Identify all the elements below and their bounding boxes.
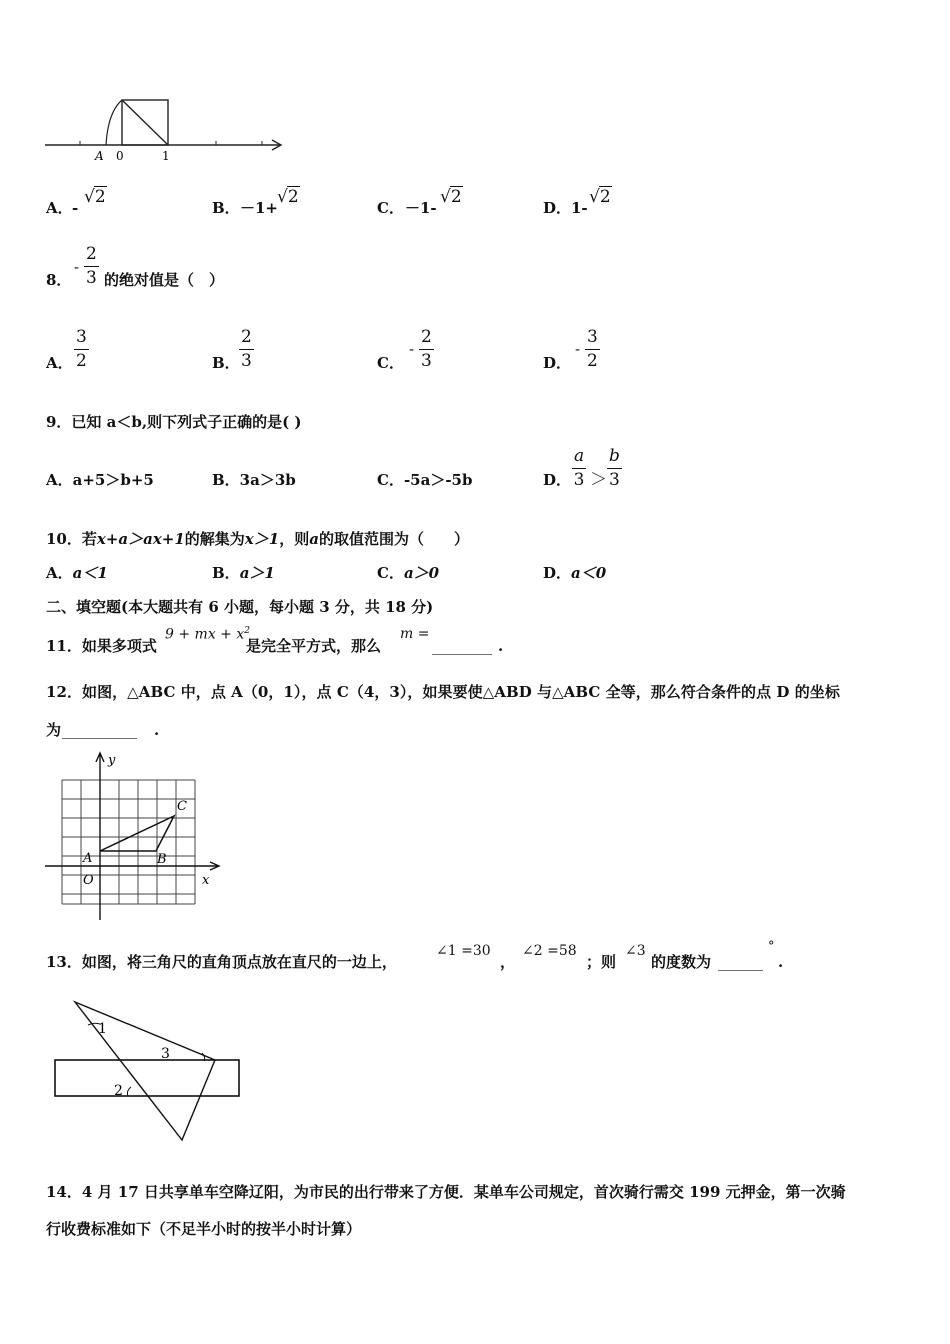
point-a-label: A bbox=[95, 149, 104, 163]
q12-line1: 12．如图，△ABC 中，点 A（0，1），点 C（4，3），如果要使△ABD 与△ABC 全等，那么符合条件的点 D 的坐标 bbox=[46, 683, 840, 701]
angle-2-arc bbox=[127, 1087, 131, 1096]
q7-option-c-prefix: －1- bbox=[405, 199, 437, 217]
q7-option-a-label[interactable]: A． bbox=[46, 199, 73, 217]
square-diagonal bbox=[122, 100, 168, 145]
q8-option-c-label[interactable]: C． bbox=[377, 354, 404, 372]
q8-option-a-fraction: $\frac{3}{2}$ bbox=[76, 327, 87, 371]
q9-option-d-gt: ＞ bbox=[590, 470, 607, 490]
origin-label: O bbox=[83, 873, 94, 888]
q7-option-b-prefix: －1+ bbox=[240, 199, 279, 217]
q14-line1: 14．4 月 17 日共享单车空降辽阳，为市民的出行带来了方便．某单车公司规定，首次骑行需交 199 元押金，第一次骑 bbox=[46, 1183, 846, 1201]
q11-prefix: 11．如果多项式 bbox=[46, 637, 157, 655]
q13-tail: 的度数为 bbox=[651, 953, 712, 971]
angle-2-label: 2 bbox=[114, 1083, 123, 1099]
q10-question: 10．若x+a＞ax+1的解集为x＞1，则a的取值范围为（ ） bbox=[46, 530, 469, 548]
q12-end: . bbox=[154, 721, 160, 739]
q9-option-d-fraction-left: $\frac{a}{3}$ bbox=[573, 446, 585, 490]
q7-option-c-sqrt: √2 bbox=[440, 187, 462, 207]
q8-option-b-label[interactable]: B． bbox=[212, 354, 240, 372]
q9-option-a[interactable]: A．a+5＞b+5 bbox=[46, 471, 154, 489]
q13-angle1: ∠1 =30 bbox=[436, 943, 491, 959]
q7-option-d-label[interactable]: D． bbox=[543, 199, 572, 217]
q12-line2-prefix: 为 bbox=[46, 721, 62, 739]
q10-option-a[interactable]: A．a＜1 bbox=[46, 564, 108, 582]
compass-arc bbox=[106, 100, 122, 145]
point-c-label: C bbox=[177, 799, 187, 814]
triangle-abc bbox=[100, 816, 174, 851]
q11-polynomial: 9 + mx + $x^2$ bbox=[165, 626, 250, 643]
ruler-triangle-figure bbox=[48, 995, 248, 1145]
q13-angle2: ∠2 =58 bbox=[522, 943, 577, 959]
q8-option-a-label[interactable]: A． bbox=[46, 354, 73, 372]
zero-label: 0 bbox=[116, 149, 124, 163]
q10-option-b[interactable]: B．a＞1 bbox=[212, 564, 275, 582]
q13-sep2: ；则 bbox=[586, 953, 617, 971]
q8-option-d-fraction: $\frac{3}{2}$ bbox=[587, 327, 598, 371]
set-square bbox=[75, 1002, 215, 1140]
q8-minus: - bbox=[74, 258, 80, 276]
q10-option-d[interactable]: D．a＜0 bbox=[543, 564, 607, 582]
q7-option-b-label[interactable]: B． bbox=[212, 199, 240, 217]
ruler bbox=[55, 1060, 239, 1096]
q13-blank[interactable]: ______ bbox=[718, 953, 763, 971]
q8-fraction: $\frac{2}{3}$ bbox=[86, 244, 97, 288]
q8-option-b-fraction: $\frac{2}{3}$ bbox=[241, 327, 252, 371]
q7-option-b-sqrt: √2 bbox=[277, 187, 299, 207]
coordinate-grid-figure bbox=[40, 748, 230, 923]
angle-1-label: 1 bbox=[98, 1021, 107, 1037]
q8-option-c-minus: - bbox=[409, 340, 415, 358]
q8-number: 8． bbox=[46, 271, 72, 289]
number-line-figure bbox=[40, 92, 290, 172]
q13-angle3: ∠3 bbox=[625, 943, 646, 959]
q7-option-d-sqrt: √2 bbox=[589, 187, 611, 207]
q8-tail: 的绝对值是（ ） bbox=[104, 271, 225, 289]
section-heading: 二、填空题(本大题共有 6 小题，每小题 3 分，共 18 分) bbox=[46, 598, 434, 616]
q9-option-d-label[interactable]: D． bbox=[543, 471, 572, 489]
angle-3-label: 3 bbox=[161, 1046, 170, 1062]
q11-end: . bbox=[498, 637, 504, 655]
y-axis-label: y bbox=[108, 753, 116, 768]
q7-option-c-label[interactable]: C． bbox=[377, 199, 404, 217]
one-label: 1 bbox=[162, 149, 170, 163]
q13-sep1: ， bbox=[500, 953, 516, 971]
q9-question: 9．已知 a＜b,则下列式子正确的是( ) bbox=[46, 413, 302, 431]
q12-blank[interactable]: __________ bbox=[62, 721, 137, 739]
point-a-label: A bbox=[83, 851, 93, 866]
q8-option-d-minus: - bbox=[575, 340, 581, 358]
q11-m-equals: m = bbox=[400, 626, 430, 642]
q8-option-c-fraction: $\frac{2}{3}$ bbox=[421, 327, 432, 371]
q9-option-d-fraction-right: $\frac{b}{3}$ bbox=[609, 446, 620, 490]
x-axis-label: x bbox=[202, 873, 210, 888]
q13-end: . bbox=[778, 953, 784, 971]
point-b-label: B bbox=[157, 852, 167, 867]
q10-option-c[interactable]: C．a＞0 bbox=[377, 564, 440, 582]
grid-lines bbox=[62, 780, 195, 904]
q14-line2: 行收费标准如下（不足半小时的按半小时计算） bbox=[46, 1220, 362, 1238]
q7-option-a-sqrt: √2 bbox=[84, 187, 106, 207]
q7-option-a-prefix: - bbox=[72, 199, 79, 217]
q8-option-d-label[interactable]: D． bbox=[543, 354, 572, 372]
q11-mid: 是完全平方式，那么 bbox=[246, 637, 382, 655]
q9-option-b[interactable]: B．3a＞3b bbox=[212, 471, 296, 489]
q13-degree: ° bbox=[768, 939, 775, 954]
q9-option-c[interactable]: C．-5a＞-5b bbox=[377, 471, 473, 489]
q7-option-d-prefix: 1- bbox=[571, 199, 588, 217]
q13-prefix: 13．如图，将三角尺的直角顶点放在直尺的一边上， bbox=[46, 953, 397, 971]
q11-blank[interactable]: ________ bbox=[432, 637, 492, 655]
